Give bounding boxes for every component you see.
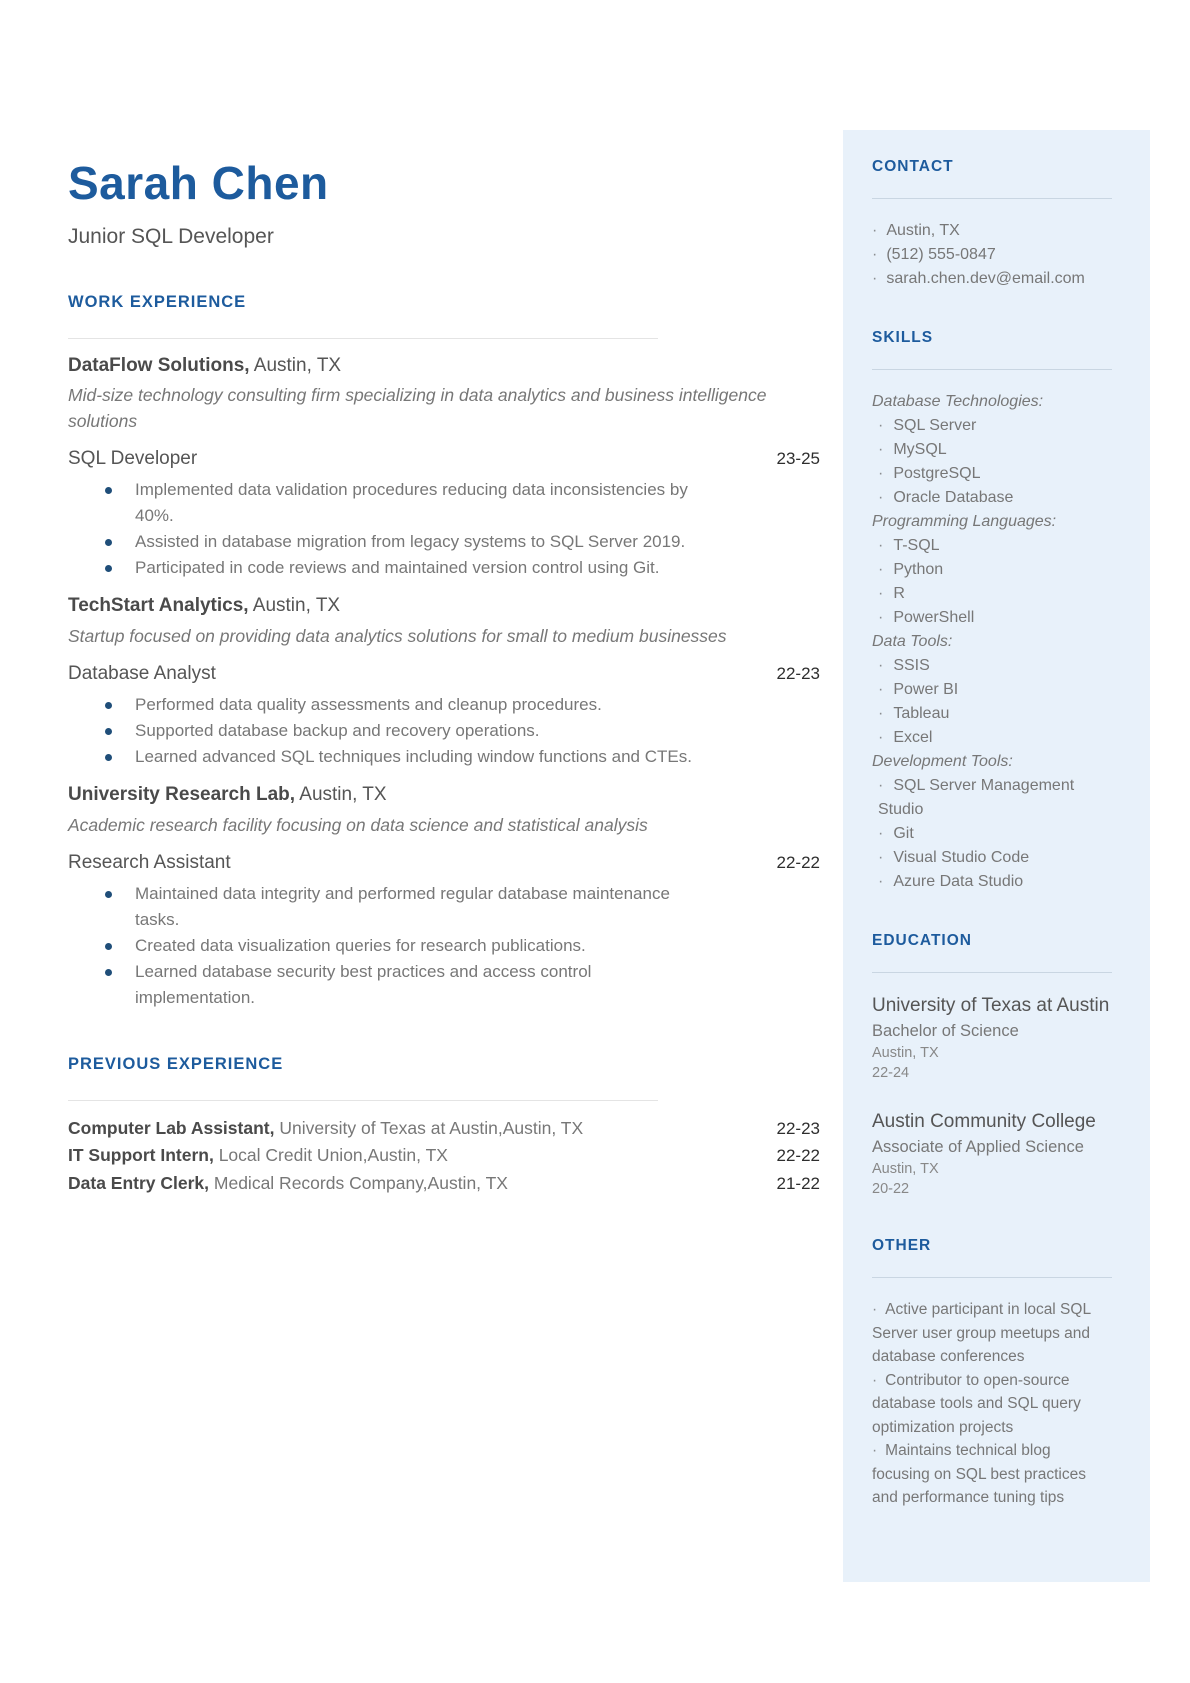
- sidebar-divider: [872, 198, 1112, 199]
- skill-item: · PowerShell: [872, 606, 1112, 630]
- skill-group-label: Development Tools:: [872, 753, 1013, 770]
- education-entry: [872, 993, 1112, 1083]
- prev-org: Medical Records Company,Austin, TX: [209, 1172, 508, 1193]
- skills-heading: SKILLS: [872, 329, 934, 346]
- work-entry: [68, 593, 820, 770]
- person-title: Junior SQL Developer: [68, 224, 274, 248]
- education-entry: [872, 1109, 1112, 1199]
- bullet-item: Created data visualization queries for research publications.: [68, 933, 715, 959]
- school-name: University of Texas at Austin: [872, 995, 1110, 1016]
- bullet-item: Learned database security best practices and access control implementation.: [68, 959, 715, 1011]
- bullet-item: Maintained data integrity and performed regular database maintenance tasks.: [68, 881, 715, 933]
- prev-dates: 22-22: [776, 1146, 820, 1166]
- prev-role: Computer Lab Assistant,: [68, 1117, 275, 1138]
- other-section: [872, 1237, 1112, 1510]
- skill-group-label: Programming Languages:: [872, 513, 1057, 530]
- company-location: Austin, TX: [249, 354, 342, 376]
- previous-text: [68, 1170, 508, 1197]
- skill-group-label: Database Technologies:: [872, 393, 1044, 410]
- role-title: Research Assistant: [68, 851, 231, 873]
- bullet-list: [68, 881, 715, 1011]
- prev-org: Local Credit Union,Austin, TX: [213, 1145, 448, 1166]
- prev-role: Data Entry Clerk,: [68, 1172, 210, 1193]
- contact-heading: CONTACT: [872, 158, 954, 175]
- previous-text: [68, 1115, 583, 1142]
- work-entry: [68, 353, 820, 582]
- role-dates: 22-22: [776, 852, 820, 872]
- prev-org: University of Texas at Austin,Austin, TX: [274, 1117, 584, 1138]
- bullet-item: Implemented data validation procedures reducing data inconsistencies by 40%.: [68, 477, 715, 529]
- company-location: Austin, TX: [248, 595, 341, 617]
- education-heading: EDUCATION: [872, 932, 972, 949]
- sidebar-divider: [872, 1277, 1112, 1278]
- bullet-list: [68, 477, 715, 581]
- degree: Bachelor of Science: [872, 1022, 1019, 1040]
- company-name: DataFlow Solutions,: [68, 354, 250, 376]
- skill-item: · Tableau: [872, 702, 1112, 726]
- other-item: · Maintains technical blog focusing on SQL best practices and performance tuning tips: [872, 1439, 1112, 1510]
- bullet-item: Supported database backup and recovery operations.: [68, 718, 715, 744]
- company-description: Mid-size technology consulting firm specializing in data analytics and business intelligence solutions: [68, 385, 767, 432]
- bullet-list: [68, 692, 715, 770]
- work-experience-heading: WORK EXPERIENCE: [68, 292, 247, 311]
- company-line: [68, 593, 820, 619]
- previous-text: [68, 1142, 448, 1169]
- skill-item: · PostgreSQL: [872, 462, 1112, 486]
- skill-item: · R: [872, 582, 1112, 606]
- school-years: 22-24: [872, 1065, 910, 1081]
- contact-item: · (512) 555-0847: [872, 243, 1112, 267]
- skill-group-label: Data Tools:: [872, 633, 953, 650]
- company-name: TechStart Analytics,: [68, 595, 249, 617]
- bullet-item: Performed data quality assessments and cleanup procedures.: [68, 692, 715, 718]
- skill-item: · SSIS: [872, 654, 1112, 678]
- skill-item: · Power BI: [872, 678, 1112, 702]
- role-title: SQL Developer: [68, 448, 198, 470]
- company-description: Academic research facility focusing on data science and statistical analysis: [68, 814, 648, 835]
- school-name: Austin Community College: [872, 1111, 1096, 1132]
- bullet-item: Learned advanced SQL techniques including window functions and CTEs.: [68, 744, 715, 770]
- role-dates: 23-25: [776, 449, 820, 469]
- contact-section: [872, 158, 1112, 291]
- company-line: [68, 353, 820, 379]
- work-entry: [68, 782, 820, 1011]
- section-divider: [68, 1100, 658, 1101]
- bullet-item: Assisted in database migration from legacy systems to SQL Server 2019.: [68, 529, 715, 555]
- skills-section: [872, 329, 1112, 894]
- other-heading: OTHER: [872, 1237, 932, 1254]
- sidebar-divider: [872, 369, 1112, 370]
- skill-item: · Git: [872, 822, 1112, 846]
- skill-item: · SQL Server: [872, 414, 1112, 438]
- person-name: Sarah Chen: [68, 157, 329, 209]
- skill-item: · MySQL: [872, 438, 1112, 462]
- education-section: [872, 932, 1112, 1199]
- sidebar-divider: [872, 972, 1112, 973]
- sidebar: [843, 130, 1150, 1582]
- skill-item: · Visual Studio Code: [872, 846, 1112, 870]
- skill-item: · Oracle Database: [872, 486, 1112, 510]
- skill-item: · Azure Data Studio: [872, 870, 1112, 894]
- company-location: Austin, TX: [295, 783, 387, 805]
- school-location: Austin, TX: [872, 1045, 939, 1061]
- previous-experience-heading: PREVIOUS EXPERIENCE: [68, 1054, 284, 1073]
- company-name: University Research Lab,: [68, 783, 296, 805]
- school-location: Austin, TX: [872, 1161, 939, 1177]
- school-years: 20-22: [872, 1181, 910, 1197]
- role-row: [68, 852, 820, 874]
- bullet-item: Participated in code reviews and maintained version control using Git.: [68, 555, 715, 581]
- main-column: [68, 158, 820, 1197]
- skill-item: · Excel: [872, 726, 1112, 750]
- contact-item: · sarah.chen.dev@email.com: [872, 267, 1112, 291]
- contact-item: · Austin, TX: [872, 219, 1112, 243]
- previous-row: [68, 1170, 820, 1198]
- prev-role: IT Support Intern,: [68, 1145, 214, 1166]
- section-divider: [68, 338, 658, 339]
- role-title: Database Analyst: [68, 662, 216, 684]
- other-item: · Contributor to open-source database tools and SQL query optimization projects: [872, 1369, 1112, 1440]
- previous-experience-list: [68, 1115, 820, 1198]
- company-line: [68, 782, 820, 808]
- prev-dates: 21-22: [776, 1173, 820, 1193]
- skill-item: · T-SQL: [872, 534, 1112, 558]
- previous-row: [68, 1115, 820, 1143]
- prev-dates: 22-23: [776, 1118, 820, 1138]
- other-item: · Active participant in local SQL Server user group meetups and database conferences: [872, 1298, 1112, 1369]
- skill-item: · SQL Server Management Studio: [872, 774, 1112, 822]
- role-row: [68, 663, 820, 685]
- role-dates: 22-23: [776, 663, 820, 683]
- previous-row: [68, 1142, 820, 1170]
- role-row: [68, 448, 820, 470]
- company-description: Startup focused on providing data analytics solutions for small to medium businesses: [68, 625, 727, 646]
- skill-item: · Python: [872, 558, 1112, 582]
- degree: Associate of Applied Science: [872, 1138, 1084, 1156]
